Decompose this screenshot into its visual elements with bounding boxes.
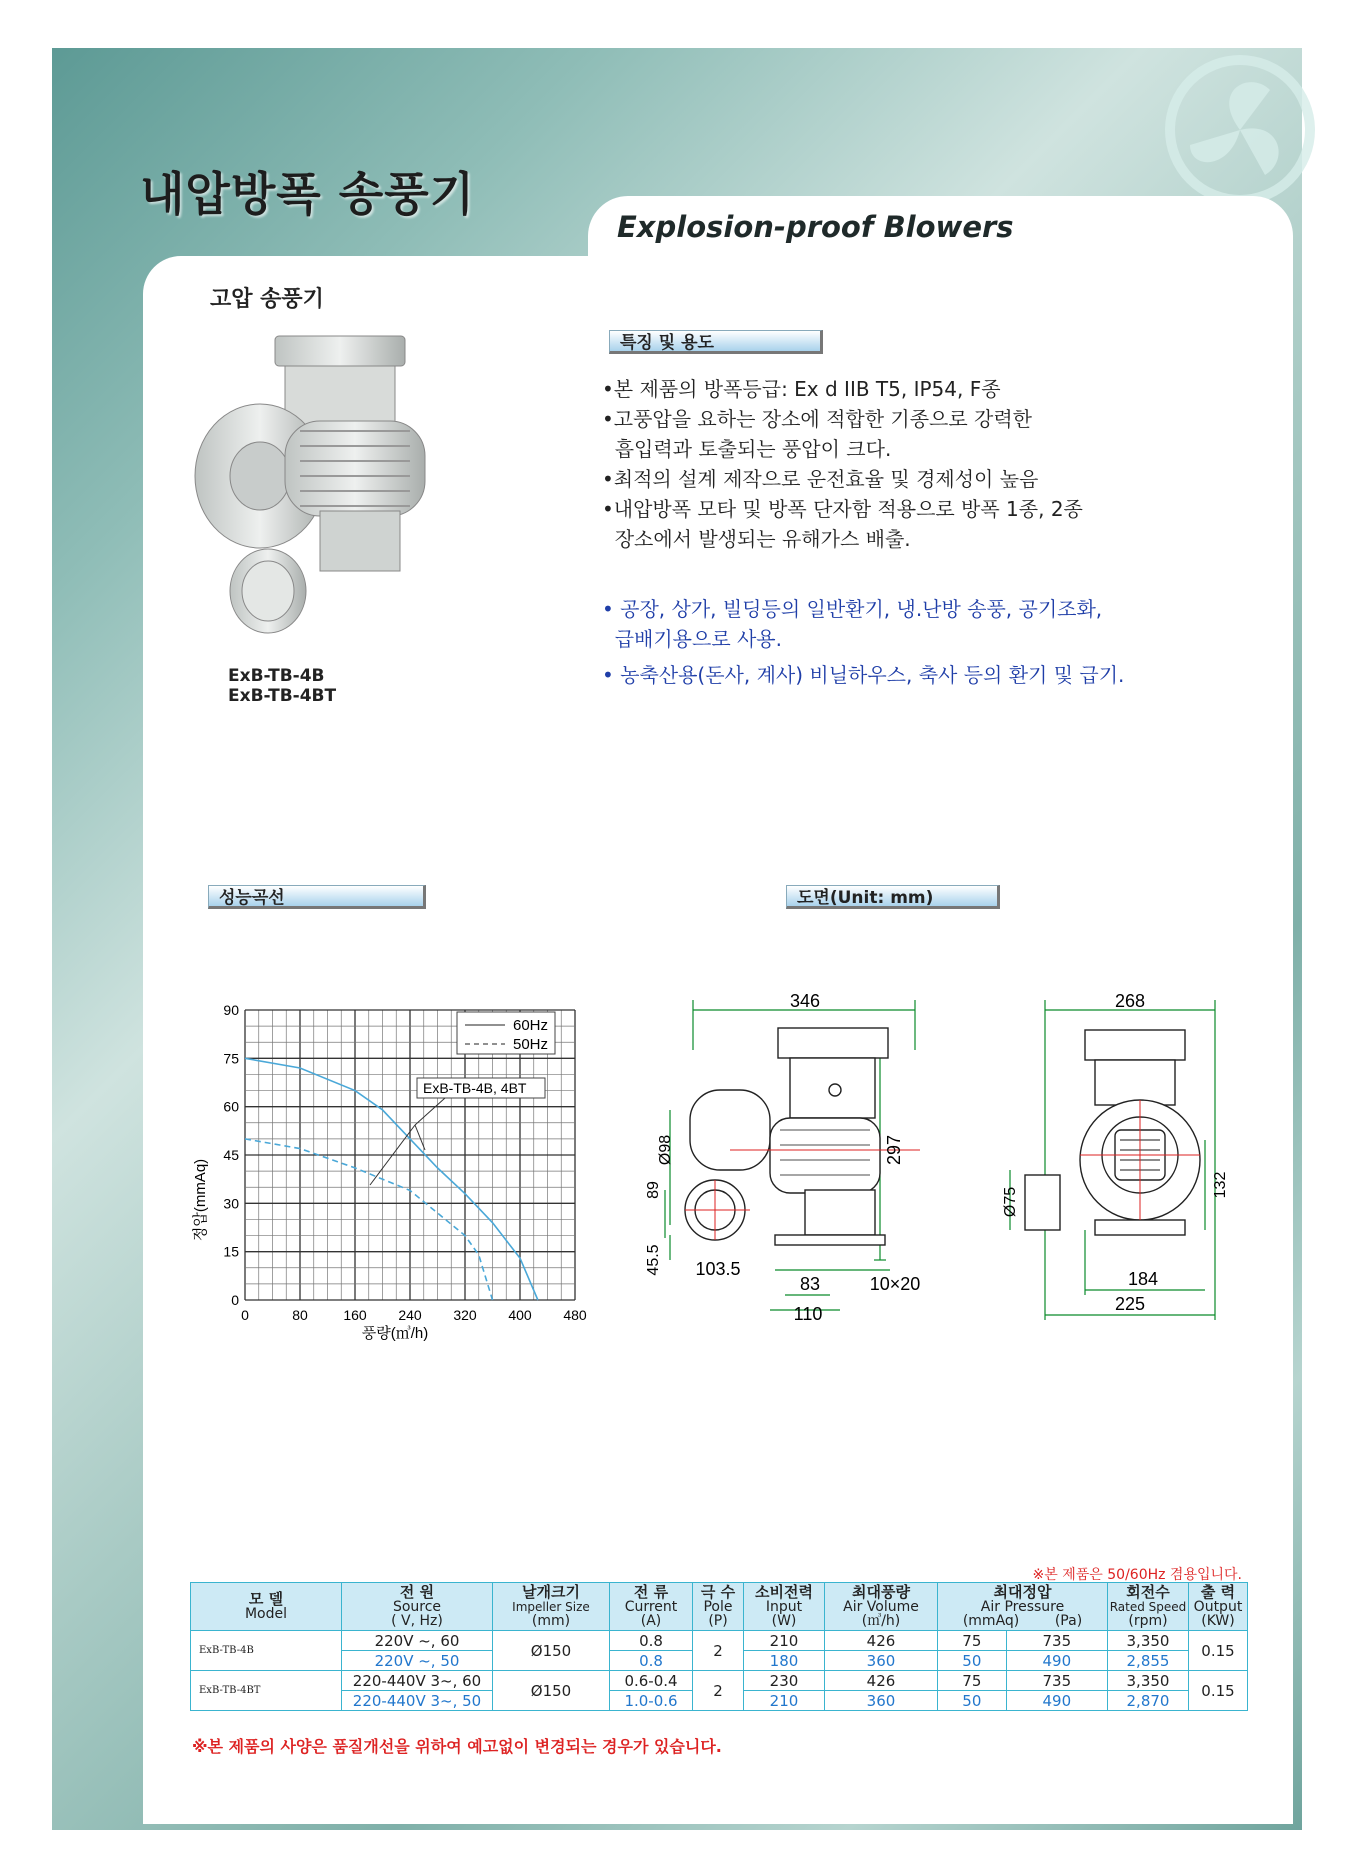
x-tick-label: 240	[398, 1307, 422, 1323]
dim-overall-length: 346	[789, 991, 821, 1011]
feature-item: 장소에서 발생되는 유해가스 배출.	[602, 527, 911, 551]
cell-rpm: 2,870	[1108, 1691, 1189, 1711]
y-tick-label: 0	[231, 1292, 239, 1308]
cell-pole: 2	[693, 1671, 744, 1711]
section-drawing-header: 도면(Unit: mm)	[786, 885, 1000, 909]
cell-volume: 426	[825, 1671, 938, 1691]
feature-item: •내압방폭 모타 및 방폭 단자함 적용으로 방폭 1종, 2종	[602, 497, 1083, 521]
dim-front-center: 132	[1212, 1171, 1229, 1199]
y-tick-label: 75	[223, 1050, 239, 1067]
table-row	[191, 1671, 1248, 1691]
cell-impeller: Ø150	[493, 1631, 610, 1671]
cell-pa: 490	[1006, 1651, 1107, 1671]
chart-xlabel: 풍량(㎥/h)	[361, 1325, 429, 1342]
performance-chart	[192, 1000, 590, 1342]
cell-current: 0.8	[610, 1631, 693, 1651]
x-tick-label: 0	[241, 1307, 249, 1323]
cell-pa: 490	[1006, 1691, 1107, 1711]
table-header-row	[191, 1583, 1248, 1631]
model-names	[228, 666, 336, 706]
dim-offset: 103.5	[695, 1259, 741, 1279]
dim-front-overall: 268	[1114, 991, 1146, 1011]
cell-volume: 426	[825, 1631, 938, 1651]
x-tick-label: 400	[508, 1307, 532, 1323]
cell-mmaq: 75	[938, 1671, 1007, 1691]
cell-current: 0.6-0.4	[610, 1671, 693, 1691]
table-row	[191, 1631, 1248, 1651]
model-name-2: ExB-TB-4BT	[228, 686, 337, 706]
chart-ylabel: 정압(mmAq)	[192, 1158, 209, 1242]
dim-center-height: 89	[645, 1181, 662, 1199]
cell-output: 0.15	[1189, 1631, 1248, 1671]
y-tick-label: 60	[223, 1098, 239, 1115]
th-speed: 회전수 Rated Speed (rpm)	[1108, 1583, 1189, 1631]
cell-pa: 735	[1006, 1631, 1107, 1651]
th-source: 전 원 Source ( V, Hz)	[342, 1583, 493, 1631]
y-tick-label: 90	[223, 1002, 239, 1018]
y-tick-label: 15	[223, 1243, 239, 1260]
legend-60hz-label: 60Hz	[513, 1017, 549, 1034]
feature-item: •고풍압을 요하는 장소에 적합한 기종으로 강력한	[602, 407, 1032, 431]
th-pressure: 최대정압 Air Pressure (mmAq) (Pa)	[938, 1583, 1108, 1631]
cell-current: 0.8	[610, 1651, 693, 1671]
use-item: 급배기용으로 사용.	[602, 627, 782, 651]
model-name-1: ExB-TB-4B	[228, 666, 325, 686]
cell-mmaq: 50	[938, 1651, 1007, 1671]
cell-input: 210	[744, 1631, 825, 1651]
th-impeller: 날개크기 Impeller Size (mm)	[493, 1583, 610, 1631]
uses-list	[602, 594, 1124, 690]
cell-volume: 360	[825, 1651, 938, 1671]
cell-rpm: 3,350	[1108, 1631, 1189, 1651]
page-title: 내압방폭 송풍기	[140, 167, 476, 221]
dim-outlet-dia: Ø98	[657, 1134, 674, 1166]
cell-source: 220-440V 3~, 50	[342, 1691, 493, 1711]
cell-rpm: 2,855	[1108, 1651, 1189, 1671]
dim-slot: 10×20	[869, 1274, 921, 1294]
feature-list	[602, 374, 1083, 554]
annotation-leader	[415, 1098, 445, 1125]
dim-inner-width: 184	[1127, 1269, 1159, 1289]
cell-input: 180	[744, 1651, 825, 1671]
page-title-en: Explosion-proof Blowers	[617, 210, 1014, 244]
th-model: 모 델 Model	[191, 1583, 342, 1631]
cell-input: 230	[744, 1671, 825, 1691]
feature-item: 흡입력과 토출되는 풍압이 크다.	[602, 437, 892, 461]
dim-base-height: 45.5	[645, 1244, 662, 1276]
product-subtitle: 고압 송풍기	[210, 287, 324, 312]
cell-output: 0.15	[1189, 1671, 1248, 1711]
cell-pa: 735	[1006, 1671, 1107, 1691]
dim-front-base: 225	[1114, 1294, 1146, 1314]
cell-pole: 2	[693, 1631, 744, 1671]
cell-model: ExB-TB-4BT	[191, 1671, 342, 1711]
fan-logo-icon	[1150, 50, 1300, 200]
th-current: 전 류 Current (A)	[610, 1583, 693, 1631]
cell-mmaq: 50	[938, 1691, 1007, 1711]
side-view-drawing	[630, 990, 960, 1340]
section-curve-header: 성능곡선	[208, 885, 426, 909]
x-tick-label: 320	[453, 1307, 477, 1323]
table-note: ※본 제품은 50/60Hz 겸용입니다.	[1032, 1567, 1242, 1583]
blower-product-image	[190, 336, 450, 656]
cell-rpm: 3,350	[1108, 1671, 1189, 1691]
use-item: • 공장, 상가, 빌딩등의 일반환기, 냉.난방 송풍, 공기조화,	[602, 597, 1103, 621]
cell-input: 210	[744, 1691, 825, 1711]
section-features-header: 특징 및 용도	[609, 330, 823, 354]
dim-slot-pitch: 83	[799, 1274, 821, 1294]
front-view-drawing	[985, 990, 1245, 1330]
dim-height: 297	[884, 1134, 904, 1166]
feature-item: •최적의 설계 제작으로 운전효율 및 경제성이 높음	[602, 467, 1039, 491]
cell-source: 220V ~, 50	[342, 1651, 493, 1671]
cell-impeller: Ø150	[493, 1671, 610, 1711]
spec-table	[190, 1582, 1248, 1711]
bottom-note: ※본 제품의 사양은 품질개선을 위하여 예고없이 변경되는 경우가 있습니다.	[192, 1737, 722, 1756]
x-tick-label: 80	[292, 1307, 308, 1323]
use-item: • 농축산용(돈사, 계사) 비닐하우스, 축사 등의 환기 및 급기.	[602, 663, 1125, 687]
cell-mmaq: 75	[938, 1631, 1007, 1651]
chart-annotation: ExB-TB-4B, 4BT	[423, 1080, 527, 1096]
cell-source: 220-440V 3~, 60	[342, 1671, 493, 1691]
dim-base-width: 110	[793, 1304, 823, 1324]
th-output: 출 력 Output (KW)	[1189, 1583, 1248, 1631]
th-pole: 극 수 Pole (P)	[693, 1583, 744, 1631]
x-tick-label: 160	[343, 1307, 367, 1323]
cell-volume: 360	[825, 1691, 938, 1711]
y-tick-label: 45	[223, 1147, 239, 1163]
y-tick-label: 30	[223, 1195, 239, 1212]
th-input: 소비전력 Input (W)	[744, 1583, 825, 1631]
legend-50hz-label: 50Hz	[513, 1036, 549, 1053]
th-volume: 최대풍량 Air Volume (㎥/h)	[825, 1583, 938, 1631]
x-tick-label: 480	[563, 1307, 587, 1323]
dim-inlet-dia: Ø75	[1002, 1186, 1019, 1218]
feature-item: •본 제품의 방폭등급: Ex d IIB T5, IP54, F종	[602, 377, 1001, 401]
cell-source: 220V ~, 60	[342, 1631, 493, 1651]
cell-current: 1.0-0.6	[610, 1691, 693, 1711]
cell-model: ExB-TB-4B	[191, 1631, 342, 1671]
